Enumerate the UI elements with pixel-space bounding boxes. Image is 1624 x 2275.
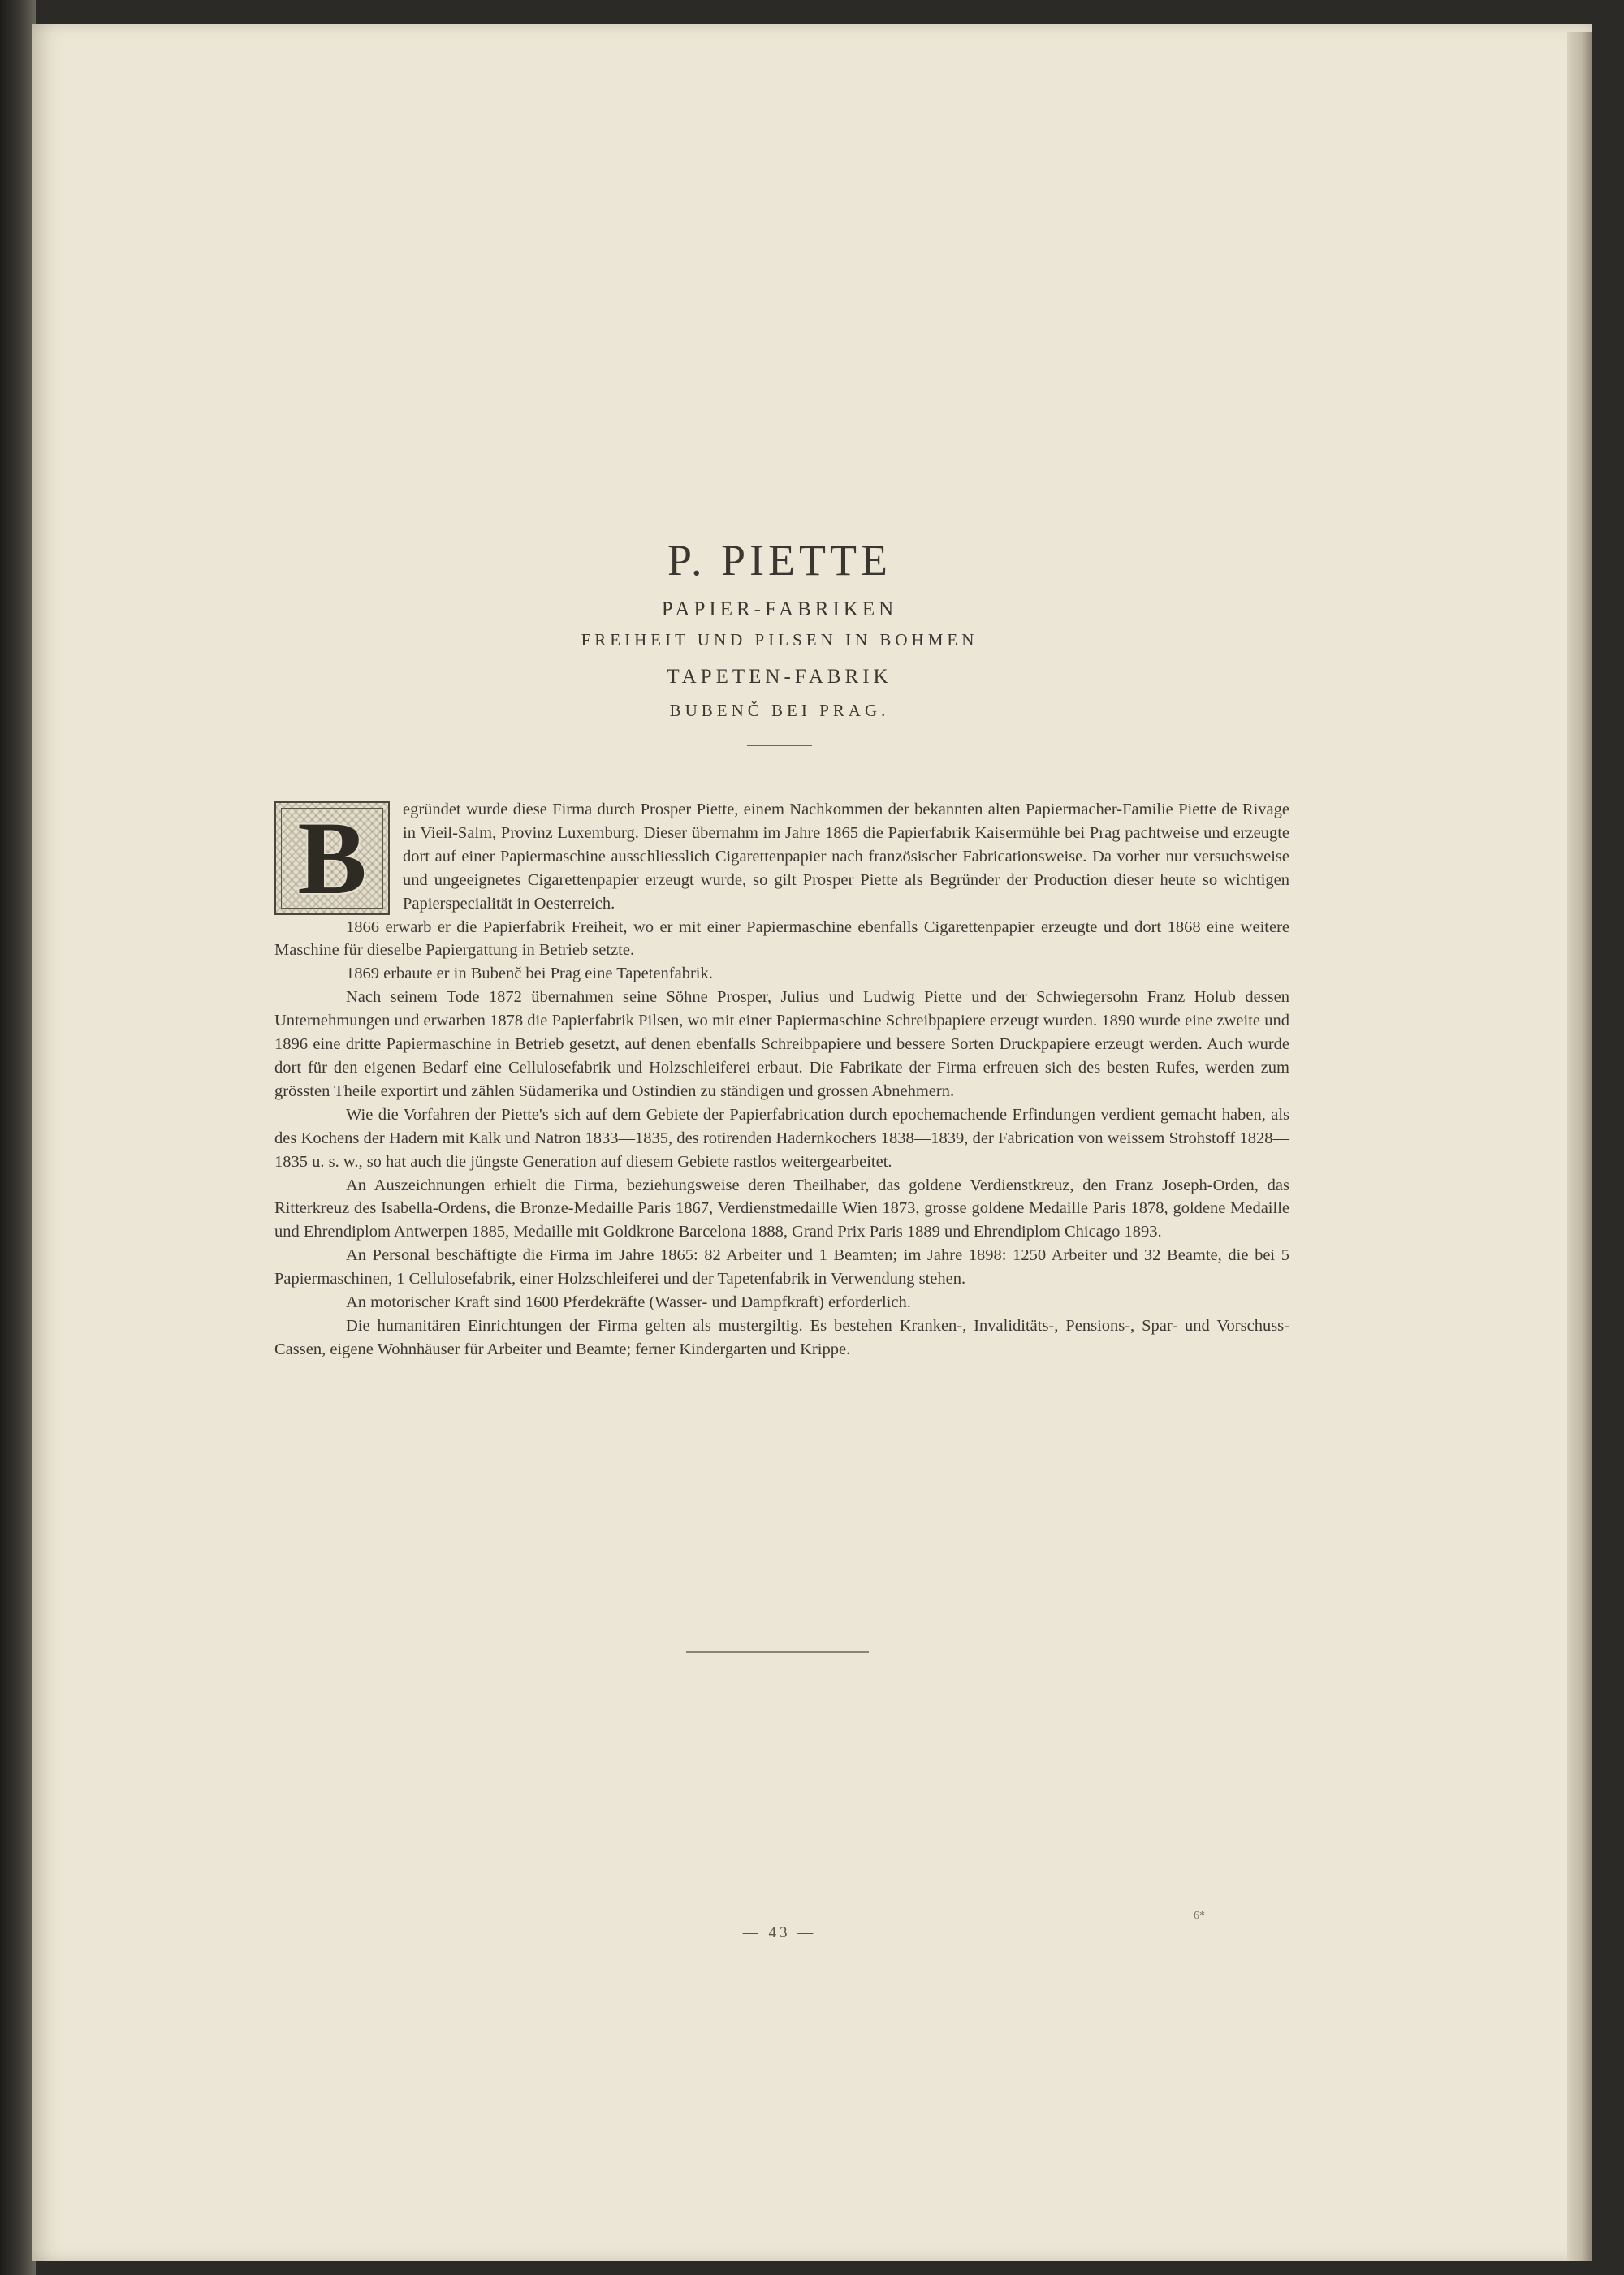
subtitle-locations: FREIHEIT UND PILSEN IN BOHMEN	[581, 630, 978, 650]
paragraph-7: An Personal beschäftigte die Firma im Jahre 1865: 82 Arbeiter und 1 Beamten; im Jahre 1898: 1250 Arbeiter und 32 Beamte, die bei 5 Papiermaschinen, 1 Cellulosefabrik, einer Holzschleiferei und der Tapetenfabrik in Verwendung stehen.	[274, 1246, 1289, 1289]
paragraph-2: 1866 erwarb er die Papierfabrik Freiheit, wo er mit einer Papiermaschine ebenfalls Cigarettenpapier erzeugte und dort 1868 eine weitere Maschine für dieselbe Papiergattung in Betrieb setzte.	[274, 917, 1289, 960]
paragraph-3: 1869 erbaute er in Bubenč bei Prag eine Tapetenfabrik.	[346, 965, 713, 983]
paragraph-8: An motorischer Kraft sind 1600 Pferdekräfte (Wasser- und Dampfkraft) erforderlich.	[346, 1293, 911, 1312]
paragraph-1-text: egründet wurde diese Firma durch Prosper Piette, einem Nachkommen der bekannten alten Papiermacher-Familie Piette de Rivage in Vieil-Salm, Provinz Luxemburg. Dieser übernahm im Jahre 1865 die Papierfabrik Kaisermühle bei Prag pachtweise und erzeugte dort auf einer Papiermaschine ausschliesslich Cigarettenpapier nach französischer Fabricationsweise. Da vorher nur versuchsweise und ungeeignetes Cigarettenpapier erzeugt wurde, so gilt Prosper Piette als Begründer der Production dieser heute so wichtigen Papierspecialität in Oesterreich.	[403, 801, 1289, 913]
dropcap-ornament	[274, 801, 390, 915]
paragraph-9: Die humanitären Einrichtungen der Firma gelten als mustergiltig. Es bestehen Kranken-, Invaliditäts-, Pensions-, Spar- und Vorschuss-Cassen, eigene Wohnhäuser für Arbeiter und Beamte; ferner Kindergarten und Krippe.	[274, 1316, 1289, 1358]
book-binding	[0, 0, 36, 2275]
article-body	[274, 798, 1289, 1362]
subtitle-papier-fabriken: PAPIER-FABRIKEN	[661, 598, 898, 620]
signature-mark: 6*	[1194, 1910, 1205, 1922]
dropcap-letter: B	[297, 801, 367, 916]
subtitle-tapeten-fabrik: TAPETEN-FABRIK	[667, 666, 892, 688]
paragraph-6: An Auszeichnungen erhielt die Firma, beziehungsweise deren Theilhaber, das goldene Verdienstkreuz, den Franz Joseph-Orden, das Ritterkreuz des Isabella-Ordens, die Bronze-Medaille Paris 1867, Verdienstmedaille Wien 1873, grosse goldene Medaille Paris 1878, goldene Medaille und Ehrendiplom Antwerpen 1885, Medaille mit Goldkrone Barcelona 1888, Grand Prix Paris 1889 und Ehrendiplom Chicago 1893.	[274, 1176, 1289, 1241]
paragraph-5: Wie die Vorfahren der Piette's sich auf dem Gebiete der Papierfabrication durch epochemachende Erfindungen verdient gemacht haben, als des Kochens der Hadern mit Kalk und Natron 1833—1835, des rotirenden Hadernkochers 1838—1839, der Fabrication von weissem Strohstoff 1828—1835 u. s. w., so hat auch die jüngste Generation auf diesem Gebiete rastlos weitergearbeitet.	[274, 1105, 1289, 1171]
paragraph-1	[274, 798, 1289, 916]
title-block	[276, 532, 1283, 746]
paragraph-4: Nach seinem Tode 1872 übernahmen seine Söhne Prosper, Julius und Ludwig Piette und der Schwiegersohn Franz Holub dessen Unternehmungen und erwarben 1878 die Papierfabrik Pilsen, wo mit einer Papiermaschine Schreibpapiere erzeugt wurden. 1890 wurde eine zweite und 1896 eine dritte Papiermaschine in Betrieb gesetzt, auf denen ebenfalls Schreibpapiere und bessere Sorten Druckpapiere erzeugt werden. Auch wurde dort für den eigenen Bedarf eine Cellulosefabrik und Holzschleiferei erbaut. Die Fabrikate der Firma erfreuen sich des besten Rufes, werden zum grössten Theile exportirt und zählen Südamerika und Ostindien zu ständigen und grossen Abnehmern.	[274, 988, 1289, 1100]
page-edge	[1567, 32, 1592, 2261]
subtitle-bubenc: BUBENČ BEI PRAG.	[669, 701, 890, 720]
title-divider	[747, 745, 812, 746]
page-number: — 43 —	[742, 1924, 817, 1941]
closing-divider	[686, 1651, 869, 1653]
page-title: P. PIETTE	[667, 536, 892, 585]
